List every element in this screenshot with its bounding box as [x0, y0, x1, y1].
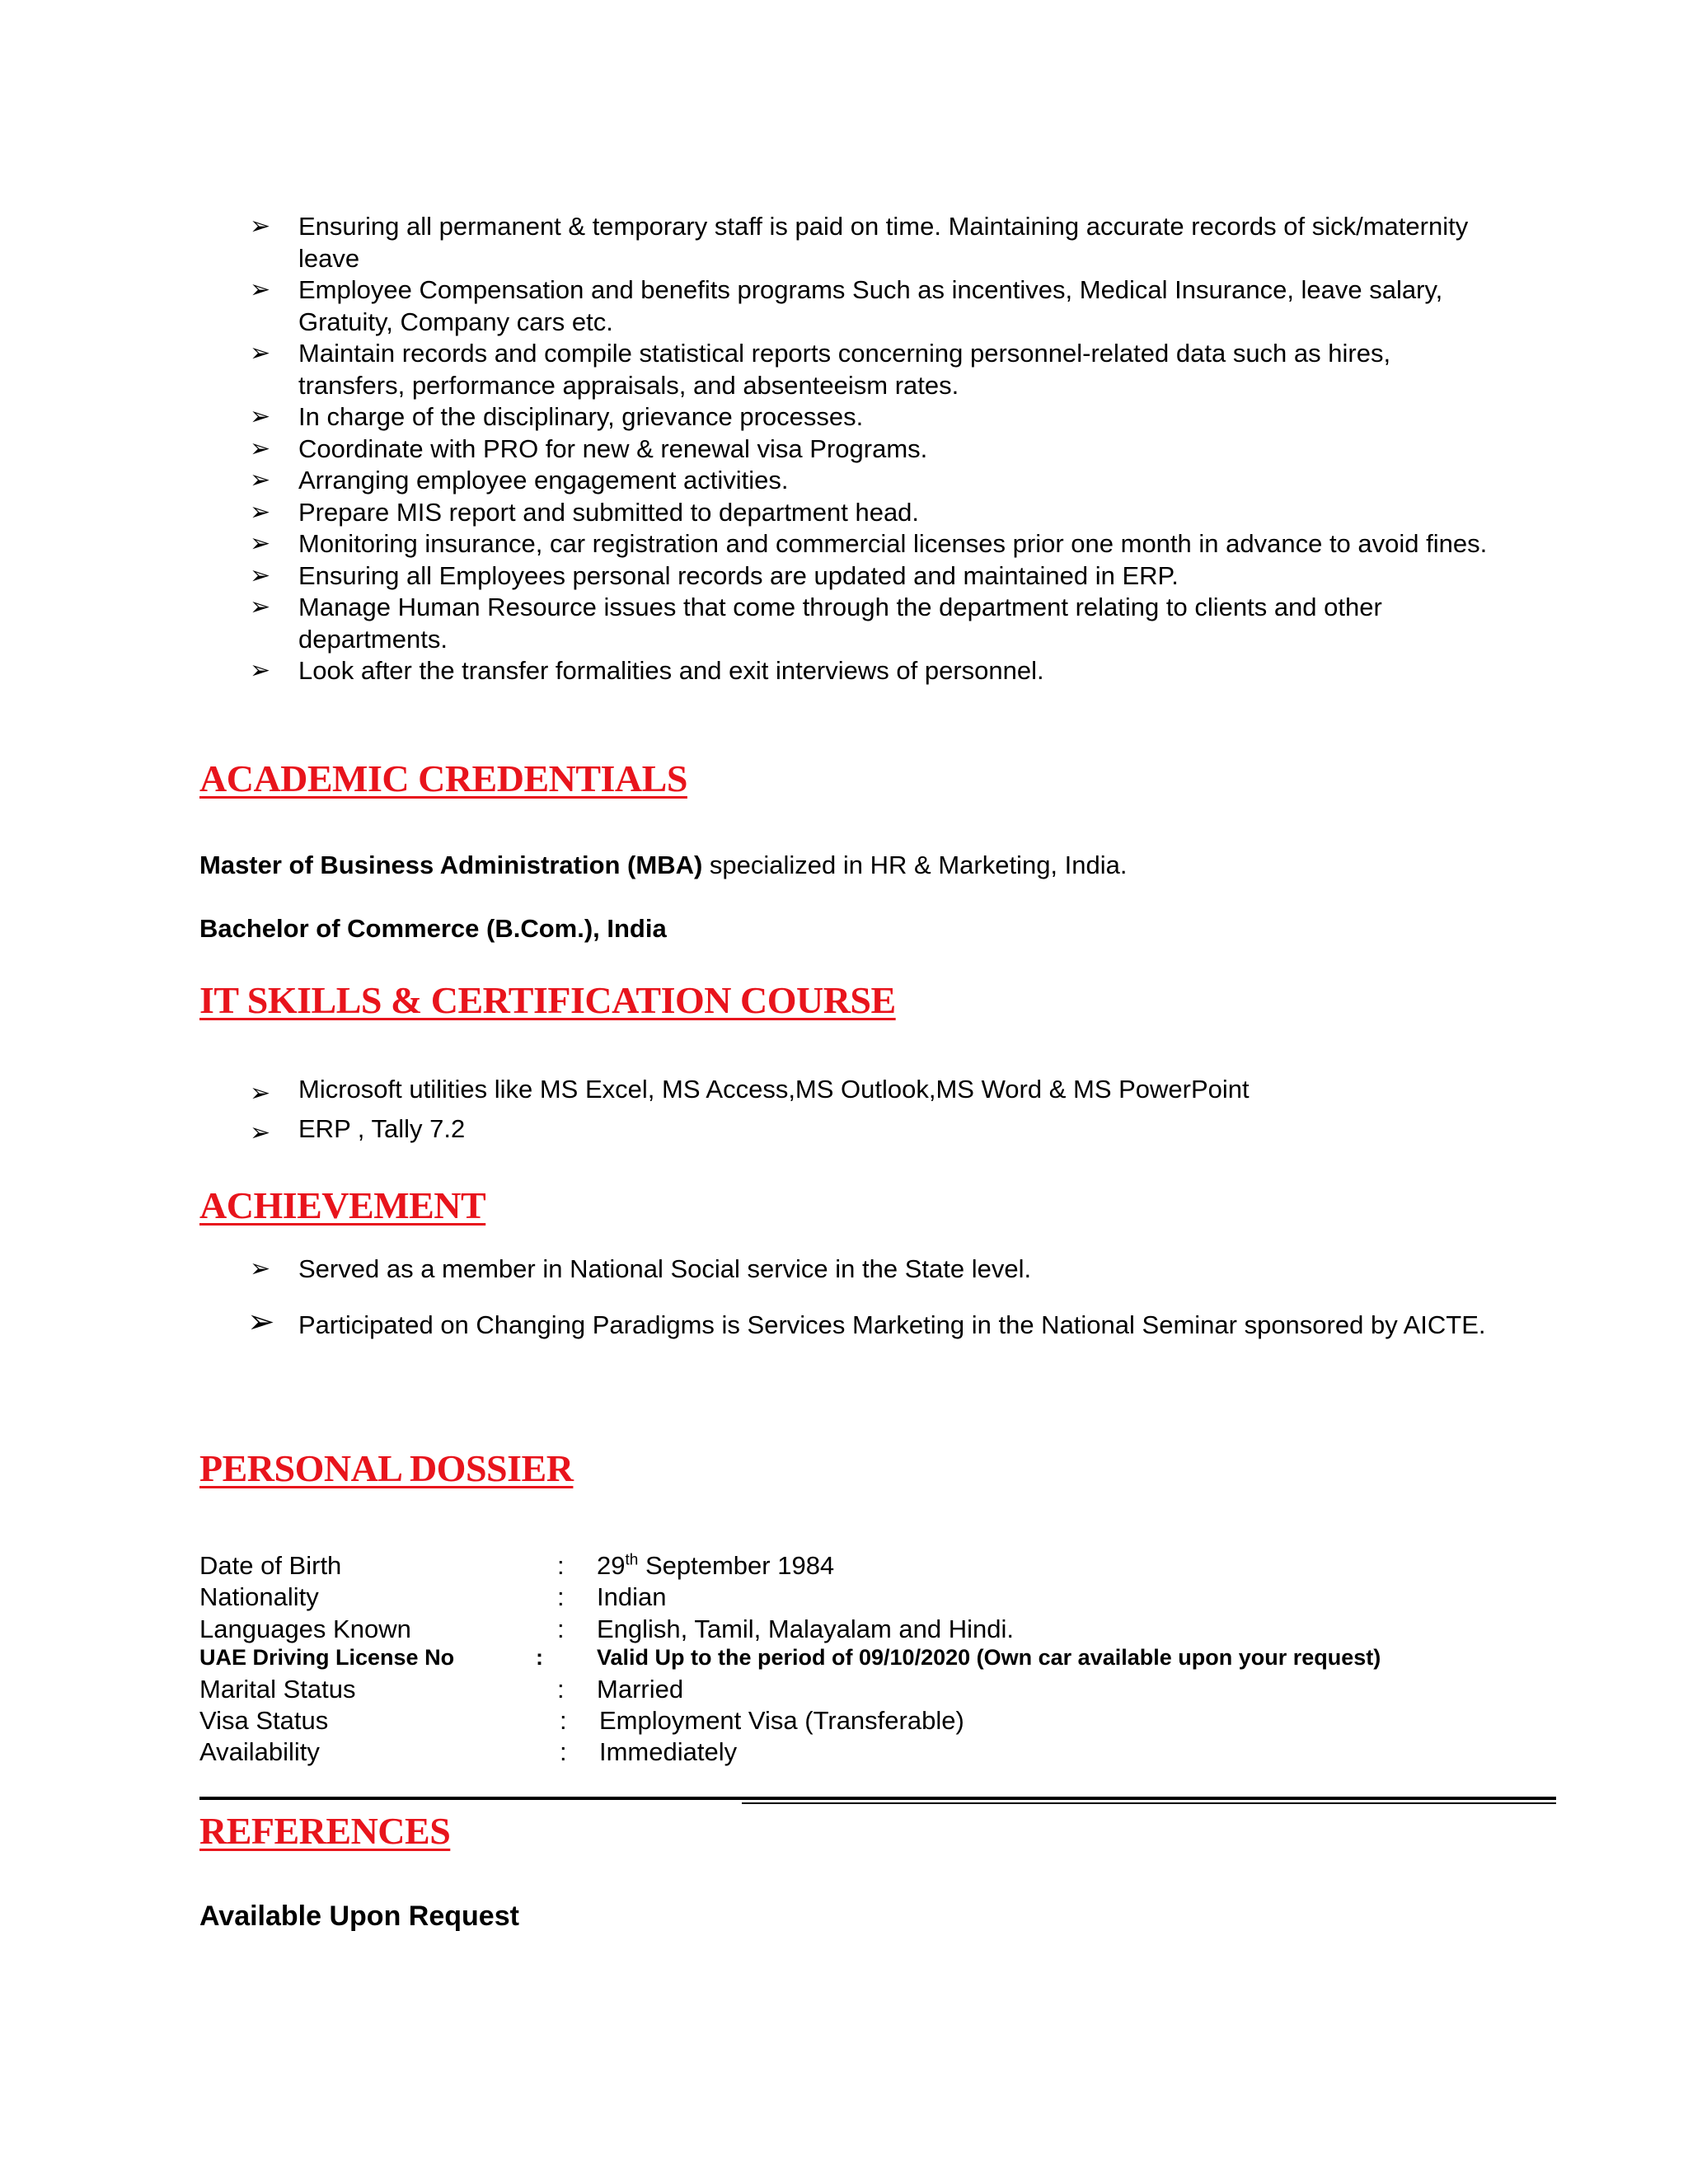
- arrow-bullet-icon: ➢: [250, 466, 271, 494]
- dossier-value: Married: [597, 1675, 684, 1704]
- list-item: ➢ Prepare MIS report and submitted to department head.: [0, 497, 1493, 529]
- colon: :: [560, 1737, 567, 1766]
- dossier-label: UAE Driving License No: [199, 1645, 455, 1670]
- list-item: ➢ Microsoft utilities like MS Excel, MS Access,MS Outlook,MS Word & MS PowerPoint: [0, 1070, 1493, 1109]
- dossier-row-availability: [199, 1737, 1601, 1769]
- it-skills-list: [0, 1070, 1688, 1149]
- dossier-label: Languages Known: [199, 1615, 411, 1643]
- arrow-bullet-icon: ➢: [250, 402, 271, 431]
- arrow-bullet-icon: ➢: [250, 275, 271, 304]
- bcom-line: Bachelor of Commerce (B.Com.), India: [199, 914, 667, 943]
- dossier-value: Immediately: [599, 1737, 738, 1766]
- dossier-label: Nationality: [199, 1582, 319, 1611]
- dossier-row-nationality: [199, 1582, 1601, 1614]
- divider-line-secondary: [742, 1802, 1556, 1804]
- academic-heading: ACADEMIC CREDENTIALS: [199, 757, 687, 799]
- arrow-bullet-icon: ➢: [250, 656, 271, 685]
- mba-degree: Master of Business Administration (MBA): [199, 851, 703, 879]
- list-item: ➢ Served as a member in National Social service in the State level.: [0, 1253, 1493, 1286]
- dossier-row-visa: [199, 1706, 1601, 1737]
- references-text: Available Upon Request: [199, 1900, 519, 1932]
- list-item: ➢ In charge of the disciplinary, grievance processes.: [0, 401, 1493, 434]
- dossier-value: Employment Visa (Transferable): [599, 1706, 964, 1735]
- arrow-bullet-icon: ➢: [250, 529, 271, 558]
- arrow-bullet-icon: ➢: [247, 1303, 275, 1341]
- achievement-heading: ACHIEVEMENT: [199, 1184, 486, 1226]
- colon: :: [536, 1645, 543, 1670]
- list-item: ➢ Participated on Changing Paradigms is Services Marketing in the National Seminar sponsored by AICTE.: [247, 1303, 1486, 1341]
- mba-detail: specialized in HR & Marketing, India.: [702, 851, 1128, 879]
- colon: :: [560, 1706, 567, 1735]
- arrow-bullet-icon: ➢: [250, 497, 271, 527]
- list-item: ➢ Employee Compensation and benefits programs Such as incentives, Medical Insurance, leave salary, Gratuity, Company cars etc.: [250, 275, 1443, 336]
- dossier-label: Marital Status: [199, 1675, 356, 1704]
- arrow-bullet-icon: ➢: [250, 593, 271, 621]
- colon: :: [557, 1551, 565, 1580]
- arrow-bullet-icon: ➢: [250, 434, 271, 463]
- list-item: ➢ ERP , Tally 7.2: [0, 1109, 1493, 1149]
- dossier-row-dob: [199, 1551, 1601, 1582]
- list-item: ➢ Ensuring all Employees personal records are updated and maintained in ERP.: [0, 560, 1493, 593]
- colon: :: [557, 1675, 565, 1704]
- mba-line: [199, 851, 1128, 880]
- dob-label: Date of Birth: [199, 1551, 342, 1580]
- dob-value: 29th September 1984: [597, 1551, 835, 1580]
- arrow-bullet-icon: ➢: [250, 339, 271, 368]
- dossier-row-marital: [199, 1675, 1601, 1706]
- arrow-bullet-icon: ➢: [250, 212, 271, 241]
- divider-line: [199, 1797, 1556, 1800]
- dossier-heading: PERSONAL DOSSIER: [199, 1447, 574, 1489]
- arrow-bullet-icon: ➢: [250, 1118, 271, 1147]
- dossier-value: Valid Up to the period of 09/10/2020 (Own car available upon your request): [597, 1645, 1381, 1670]
- list-item: ➢ Arranging employee engagement activities.: [0, 465, 1493, 497]
- dossier-value: English, Tamil, Malayalam and Hindi.: [597, 1615, 1014, 1643]
- dossier-label: Availability: [199, 1737, 320, 1766]
- list-item: ➢ Look after the transfer formalities and exit interviews of personnel.: [0, 655, 1493, 687]
- it-skills-heading: IT SKILLS & CERTIFICATION COURSE: [199, 979, 896, 1021]
- list-item: ➢ Maintain records and compile statistical reports concerning personnel-related data such as hires, transfers, performance appraisals, and absenteeism rates.: [250, 339, 1391, 400]
- dossier-row-languages: [199, 1615, 1601, 1646]
- dossier-value: Indian: [597, 1582, 667, 1611]
- dossier-row-driving-license: [199, 1645, 1601, 1676]
- list-item: ➢ Monitoring insurance, car registration and commercial licenses prior one month in advance to avoid fines.: [0, 528, 1493, 560]
- dossier-label: Visa Status: [199, 1706, 329, 1735]
- colon: :: [557, 1582, 565, 1611]
- arrow-bullet-icon: ➢: [250, 560, 271, 590]
- duties-list: [0, 211, 1688, 687]
- list-item: ➢ Manage Human Resource issues that come through the department relating to clients and other departments.: [250, 593, 1382, 654]
- list-item: ➢ Ensuring all permanent & temporary staff is paid on time. Maintaining accurate records of sick/maternity leave: [250, 212, 1469, 273]
- references-heading: REFERENCES: [199, 1810, 451, 1852]
- list-item: ➢ Coordinate with PRO for new & renewal visa Programs.: [0, 434, 1493, 466]
- achievement-list: [0, 1253, 1688, 1345]
- arrow-bullet-icon: ➢: [250, 1254, 271, 1283]
- arrow-bullet-icon: ➢: [250, 1079, 271, 1108]
- colon: :: [557, 1615, 565, 1643]
